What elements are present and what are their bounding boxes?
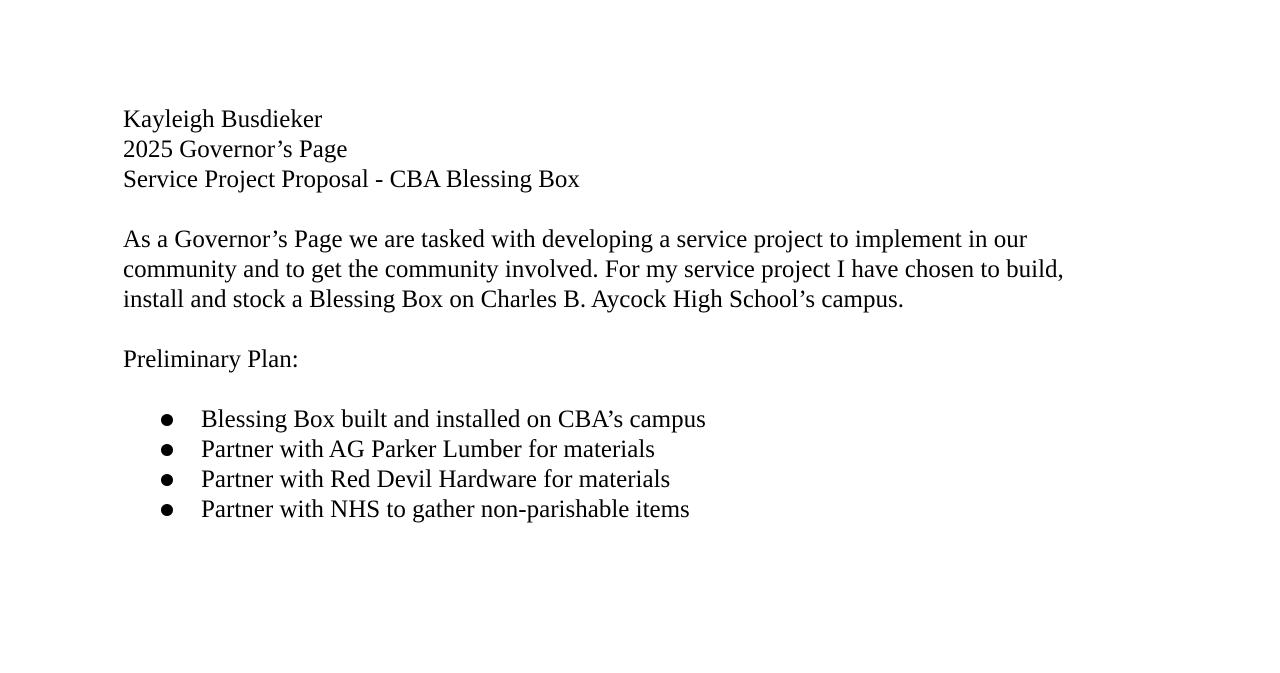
bullet-list (123, 405, 1064, 525)
program-title: 2025 Governor’s Page (123, 136, 348, 163)
paragraph-line: community and to get the community involved. For my service project I have chosen to build, (123, 256, 1064, 283)
author-name: Kayleigh Busdieker (123, 106, 323, 133)
bullet-icon (161, 444, 173, 456)
paragraph-line: install and stock a Blessing Box on Charles B. Aycock High School’s campus. (123, 286, 904, 313)
list-item-text: Partner with NHS to gather non-parishable items (201, 496, 690, 523)
list-item-text: Partner with Red Devil Hardware for materials (201, 466, 671, 493)
document-title: Service Project Proposal - CBA Blessing Box (123, 166, 580, 193)
document-header (123, 105, 1064, 195)
bullet-icon (161, 504, 173, 516)
blank-line (123, 315, 1064, 345)
blank-line (123, 195, 1064, 225)
list-item-text: Blessing Box built and installed on CBA’s campus (201, 406, 706, 433)
intro-paragraph (123, 225, 1064, 315)
paragraph-line: As a Governor’s Page we are tasked with developing a service project to implement in our (123, 226, 1028, 253)
section-heading: Preliminary Plan: (123, 346, 299, 373)
document-page (123, 105, 1064, 525)
bullet-icon (161, 474, 173, 486)
bullet-icon (161, 414, 173, 426)
blank-line (123, 375, 1064, 405)
list-item-text: Partner with AG Parker Lumber for materials (201, 436, 656, 463)
list-item (123, 435, 1064, 465)
list-item (123, 495, 1064, 525)
list-item (123, 405, 1064, 435)
list-item (123, 465, 1064, 495)
